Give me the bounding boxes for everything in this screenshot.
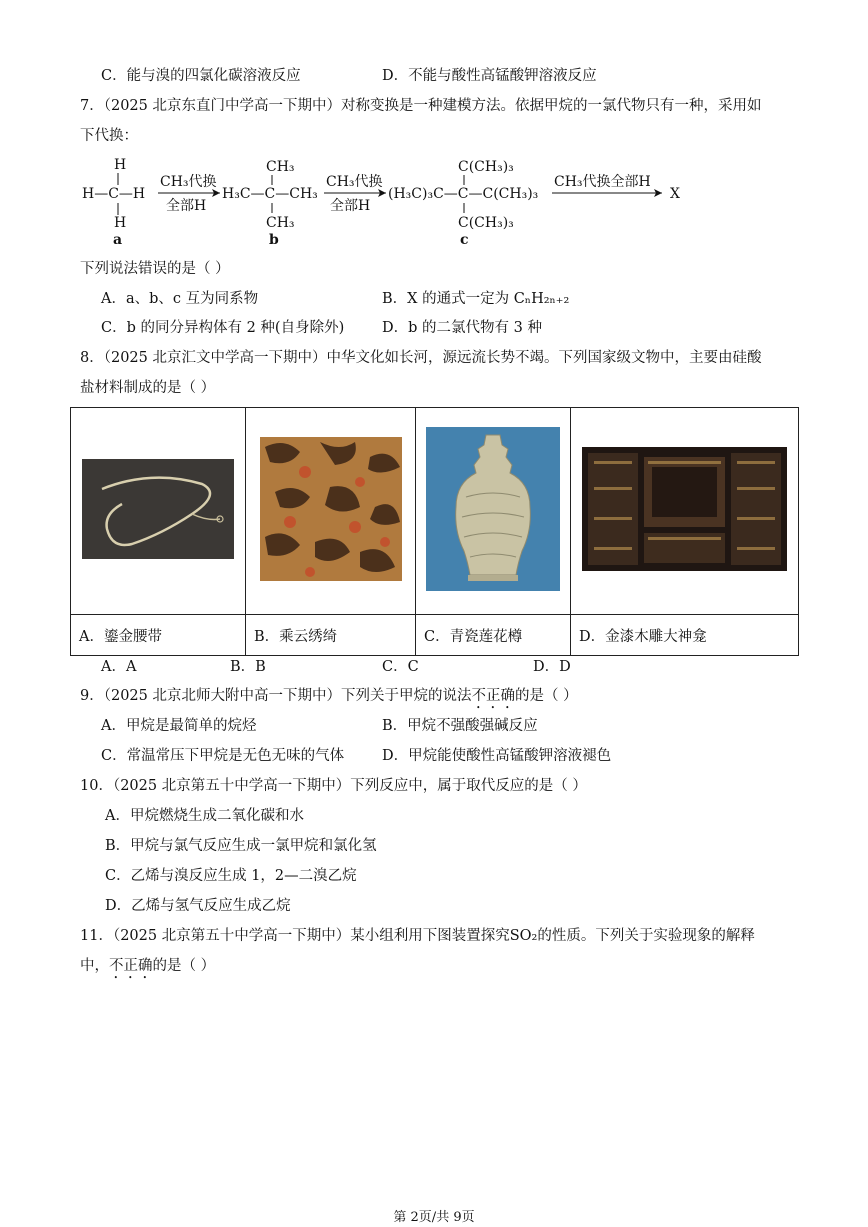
artifact-cell-d [571,408,799,615]
q8-option-a: A．A [101,659,137,675]
c-top-group: C(CH₃)₃ [458,159,514,175]
q9-stem [80,686,578,712]
caption-a: A．鎏金腰带 [71,615,246,656]
gilded-belt-image [82,459,234,559]
q11-stem-prefix: 中， [80,958,109,974]
q11-stem-emphasis: 不正确 [109,958,153,974]
q9-option-d: D．甲烷能使酸性高锰酸钾溶液褪色 [382,748,612,764]
q10-option-b: B．甲烷与氯气反应生成一氯甲烷和氯化氢 [105,838,377,854]
q7-option-c: C．b 的同分异构体有 2 种(自身除外) [101,320,345,336]
q9-stem-suffix: 的是（ ） [514,688,578,704]
q6-option-c: C．能与溴的四氯化碳溶液反应 [101,68,301,84]
q9-option-c: C．常温常压下甲烷是无色无味的气体 [101,748,345,764]
q10-option-a: A．甲烷燃烧生成二氧化碳和水 [105,808,304,824]
q9-option-a: A．甲烷是最简单的烷烃 [101,718,257,734]
caption-d: D．金漆木雕大神龛 [571,615,799,656]
arrow2-bottom-label: 全部H [330,198,371,214]
artifact-table [70,407,799,656]
label-b: b [269,232,279,248]
methane-bottom-h: H [114,215,127,231]
c-formula: (H₃C)₃C—C—C(CH₃)₃ [388,186,539,202]
label-c: c [460,232,469,248]
q10-stem: 10．（2025 北京第五十中学高一下期中）下列反应中，属于取代反应的是（ ） [80,778,587,794]
q7-stem-line1: 7．（2025 北京东直门中学高一下期中）对称变换是一种建模方法。依据甲烷的一氯代物只有一种，采用如 [80,98,762,114]
q9-stem-prefix: 9．（2025 北京北师大附中高一下期中）下列关于甲烷的说法 [80,688,472,704]
product-x: X [670,186,680,202]
embroidered-silk-image [260,437,402,581]
methane-top-h: H [114,157,127,173]
label-a: a [113,232,123,248]
arrow1-top-label: CH₃代换 [160,174,217,190]
substitution-scheme [80,155,800,250]
q6-option-d: D．不能与酸性高锰酸钾溶液反应 [382,68,597,84]
q11-stem-line1: 11．（2025 北京第五十中学高一下期中）某小组利用下图装置探究SO₂的性质。下列关于实验现象的解释 [80,928,755,944]
c-bottom-group: C(CH₃)₃ [458,215,514,231]
q8-stem-line1: 8．（2025 北京汇文中学高一下期中）中华文化如长河，源远流长势不竭。下列国家级文物中，主要由硅酸 [80,350,762,366]
q11-stem-suffix: 的是（ ） [152,958,216,974]
arrow1-bottom-label: 全部H [166,198,207,214]
caption-b: B．乘云绣绮 [246,615,416,656]
q8-option-c: C．C [382,659,419,675]
q10-option-c: C．乙烯与溴反应生成 1，2—二溴乙烷 [105,868,357,884]
b-top-group: CH₃ [266,159,295,175]
q7-prompt: 下列说法错误的是（ ） [80,261,230,277]
arrow2-top-label: CH₃代换 [326,174,383,190]
q10-option-d: D．乙烯与氢气反应生成乙烷 [105,898,291,914]
q7-stem-line2: 下代换： [80,128,138,144]
q9-stem-emphasis: 不正确 [471,688,515,704]
artifact-cell-b [246,408,416,615]
q8-option-b: B．B [230,659,266,675]
page-footer: 第 2页/共 9页 [393,1210,475,1225]
artifact-cell-c [416,408,571,615]
q7-option-b: B．X 的通式一定为 CₙH₂ₙ₊₂ [382,291,570,307]
q7-option-d: D．b 的二氯代物有 3 种 [382,320,542,336]
b-bottom-group: CH₃ [266,215,295,231]
q9-option-b: B．甲烷不强酸强碱反应 [382,718,538,734]
lacquered-shrine-image [582,447,787,571]
q7-option-a: A．a、b、c 互为同系物 [101,291,259,307]
caption-c: C．青瓷莲花樽 [416,615,571,656]
celadon-vessel-image [426,427,560,591]
artifact-cell-a [71,408,246,615]
q8-stem-line2: 盐材料制成的是（ ） [80,380,216,396]
q11-stem-line2 [80,956,215,982]
q8-option-d: D．D [533,659,571,675]
b-formula: H₃C—C—CH₃ [222,186,318,202]
arrow3-top-label: CH₃代换全部H [554,174,651,190]
methane-formula: H—C—H [82,186,146,202]
